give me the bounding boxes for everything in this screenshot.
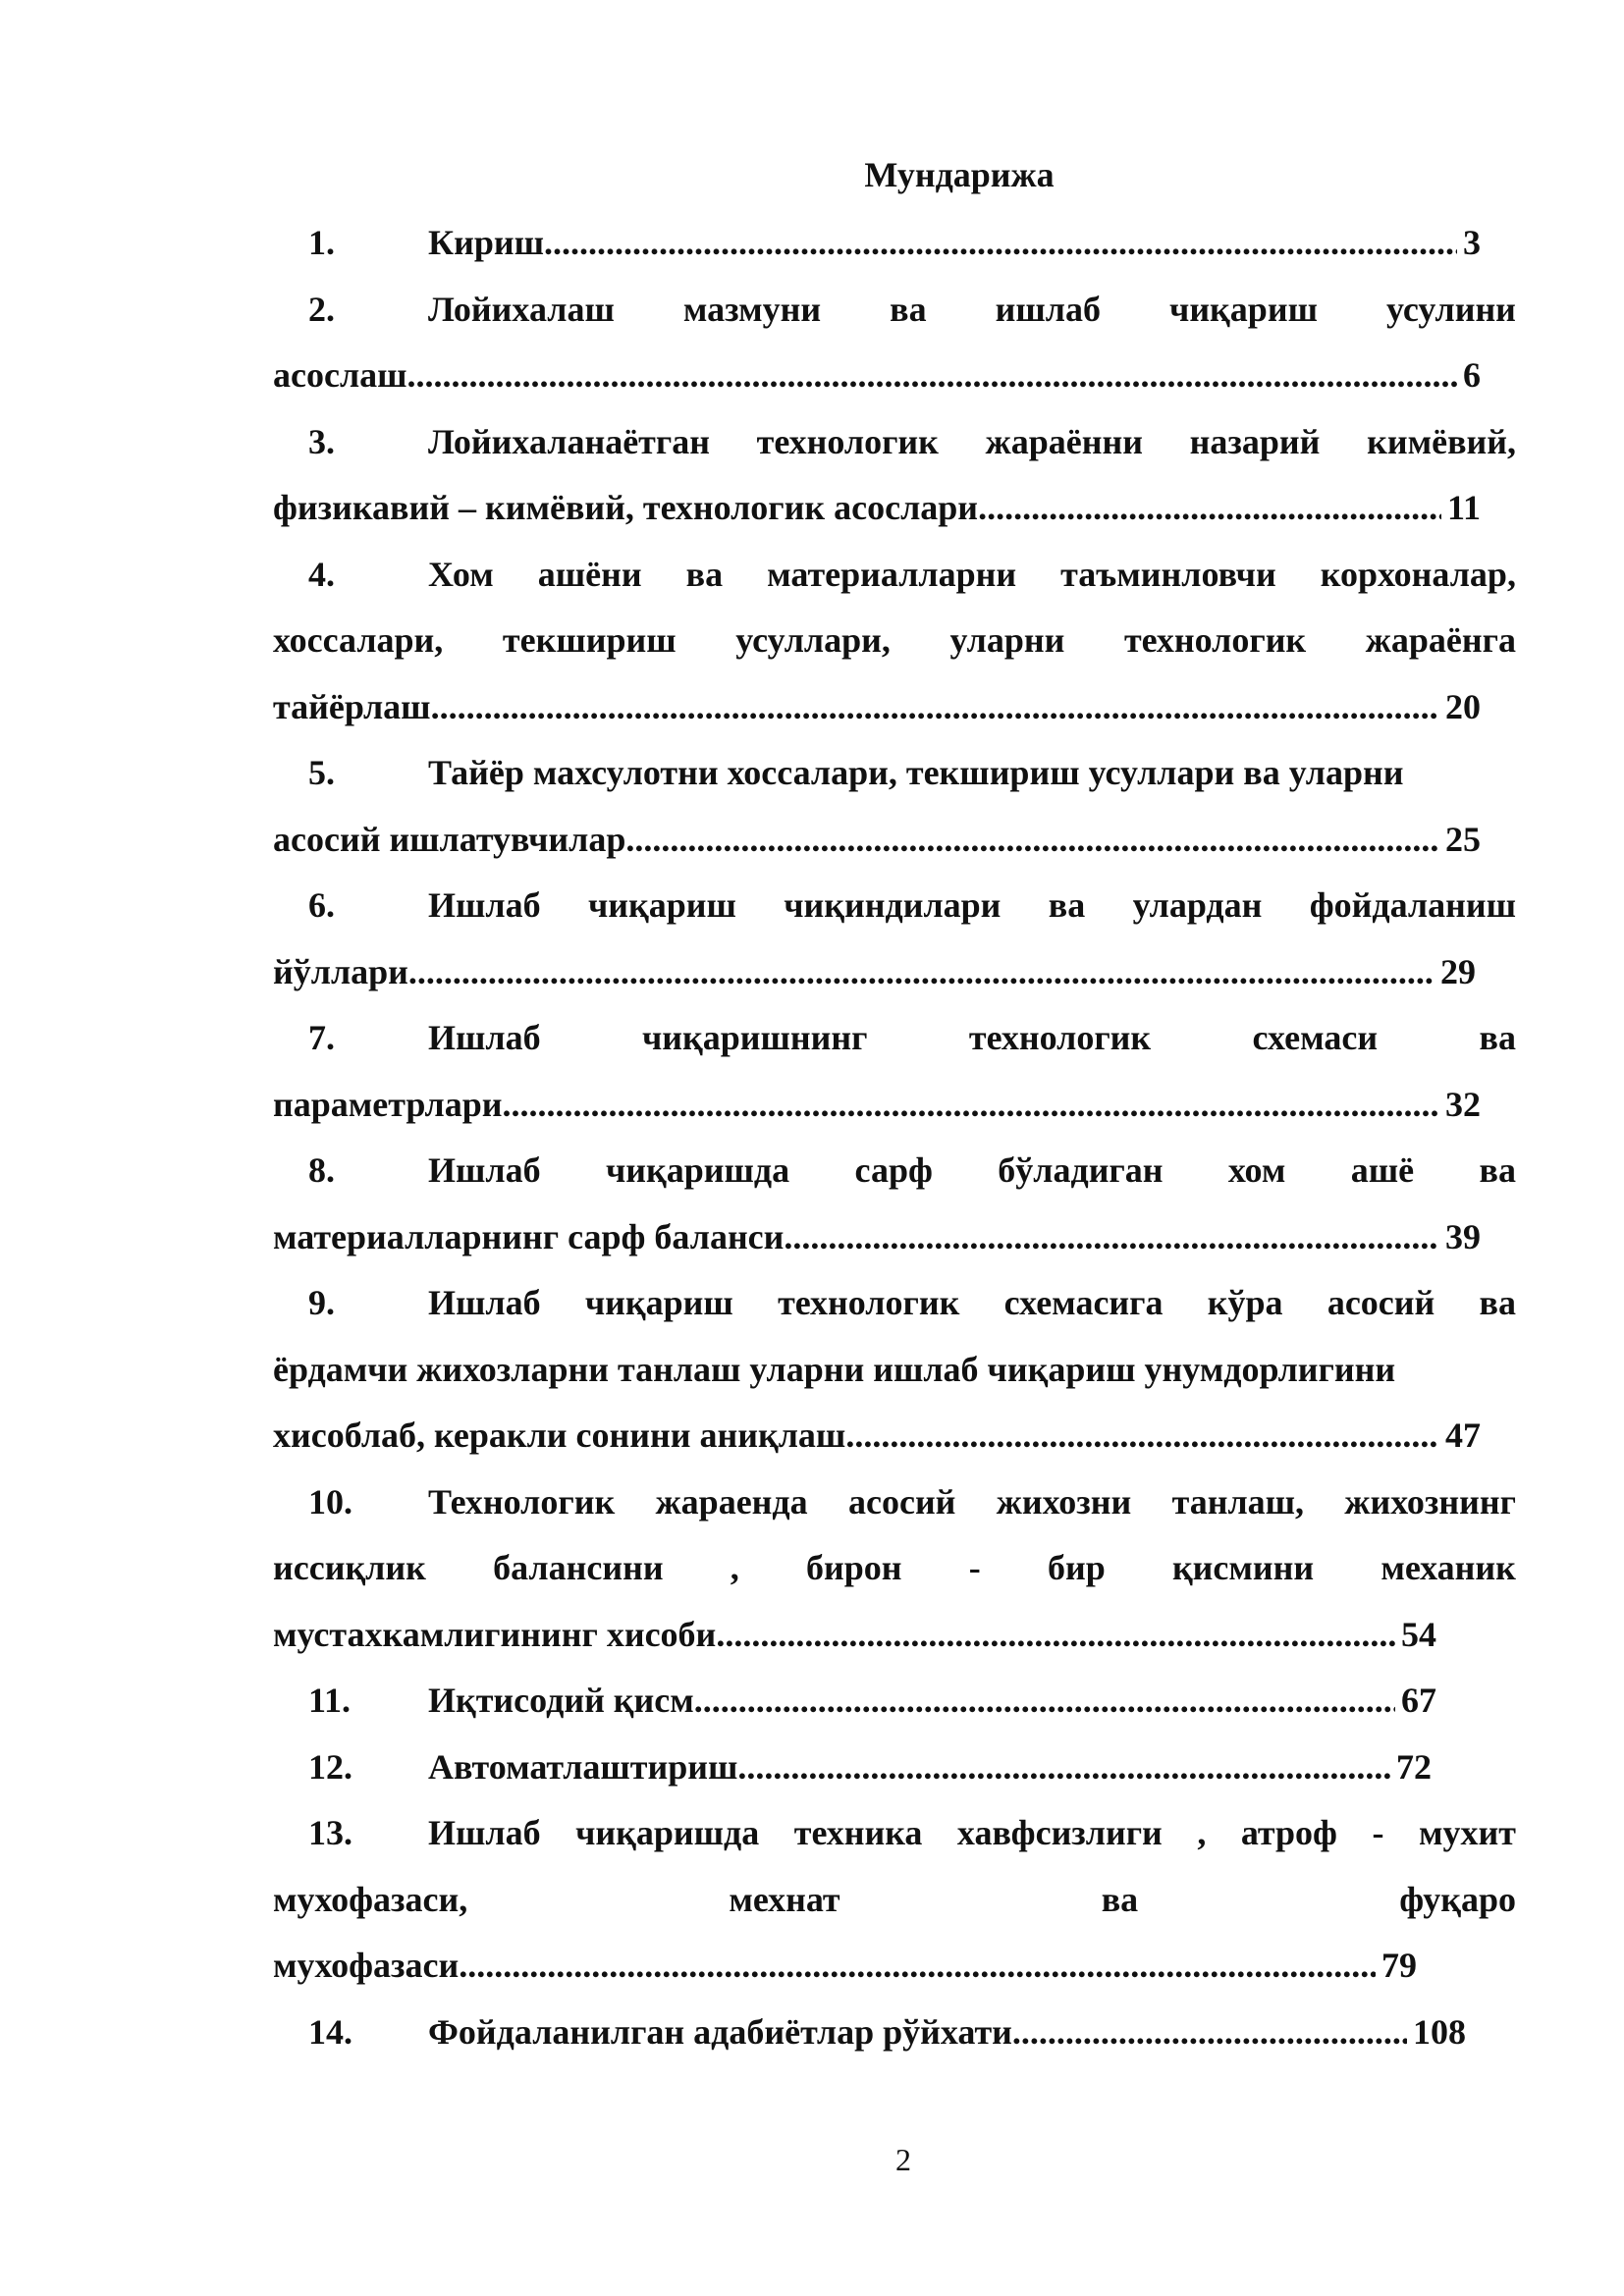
toc-entry-title: асосий ишлатувчилар [273, 819, 626, 859]
toc-entry-title-line [273, 1469, 1516, 1536]
toc-entry-word: улардан [1132, 885, 1263, 925]
toc-entry-title-line [273, 1005, 1516, 1072]
toc-entry-line [273, 542, 1516, 609]
toc-entry-page: 11 [1446, 488, 1481, 527]
toc-entry-line [273, 674, 1516, 741]
toc-entry-leader-line [273, 1668, 1436, 1735]
toc-entry-word: - [968, 1548, 981, 1587]
toc-entry-page: 32 [1445, 1084, 1481, 1124]
toc-entry-word: ва [1048, 885, 1086, 925]
toc-entry-word: бўладиган [998, 1150, 1164, 1190]
table-of-contents [273, 210, 1516, 2065]
toc-entry-title: материалларнинг сарф баланси [273, 1216, 785, 1256]
toc-entry-number: 1. [308, 223, 335, 262]
toc-entry-leader-line [273, 343, 1481, 409]
toc-entry-leader-line [273, 807, 1481, 874]
toc-entry-word: ишлаб [995, 289, 1101, 329]
toc-entry-word: технологик [968, 1018, 1152, 1057]
toc-leader-dots [408, 939, 1435, 1006]
toc-entry-title-line [273, 1867, 1516, 1934]
toc-entry [273, 873, 1516, 1005]
toc-entry-line [273, 277, 1516, 344]
toc-entry-title-line [273, 1337, 1516, 1404]
toc-entry-word: Ишлаб [428, 1150, 541, 1190]
toc-entry-word: жараённи [985, 421, 1143, 461]
toc-entry-word: схемаси [1252, 1018, 1379, 1057]
toc-entry [273, 277, 1516, 409]
toc-entry [273, 1735, 1516, 1801]
toc-entry-word: жихозни [996, 1481, 1132, 1522]
toc-entry-title: йўллари [273, 951, 408, 991]
toc-entry-word: мухофазаси, [273, 1879, 468, 1919]
toc-entry-word: корхоналар, [1320, 554, 1516, 594]
toc-entry-leader-line [273, 674, 1481, 741]
toc-entry-line [273, 1800, 1516, 1867]
toc-entry-line [273, 1204, 1516, 1271]
toc-entry-word: назарий [1189, 421, 1321, 461]
toc-entry-title-line [273, 740, 1516, 807]
toc-entry-word: ва [685, 554, 724, 594]
toc-entry-line [273, 1270, 1516, 1337]
toc-entry-page: 3 [1463, 223, 1481, 262]
toc-entry-word: ва [1101, 1879, 1139, 1919]
toc-entry-leader-line [273, 210, 1481, 277]
toc-entry-page: 39 [1445, 1216, 1481, 1256]
toc-entry-number: 7. [308, 1018, 335, 1057]
toc-entry [273, 1800, 1516, 2000]
toc-entry-title: асослаш [273, 355, 407, 395]
toc-entry-page: 72 [1396, 1746, 1432, 1787]
toc-entry-word: чиқариш [1169, 289, 1318, 329]
toc-entry-line [273, 409, 1516, 476]
toc-entry [273, 2000, 1516, 2066]
toc-entry-line [273, 1735, 1516, 1801]
toc-entry-title-line [273, 1138, 1516, 1204]
toc-entry-title: Фойдаланилган адабиётлар рўйхати [428, 2011, 1012, 2052]
toc-entry-number: 10. [308, 1481, 352, 1522]
toc-entry-title-line [273, 277, 1516, 344]
toc-entry-line [273, 2000, 1516, 2066]
toc-entry-line [273, 740, 1516, 807]
toc-entry-line [273, 1337, 1516, 1404]
toc-entry-title-line [273, 873, 1516, 939]
toc-entry-leader-line [273, 2000, 1466, 2066]
toc-entry-line [273, 1138, 1516, 1204]
toc-entry-word: Хом [428, 554, 494, 594]
toc-entry-word: ёрдамчи жихозларни танлаш уларни ишлаб чиқариш унумдорлигини [273, 1349, 1396, 1389]
toc-entry-word: технологик [1123, 620, 1307, 660]
toc-entry-word: атроф [1240, 1813, 1337, 1852]
toc-entry-line [273, 807, 1516, 874]
toc-entry-page: 79 [1381, 1946, 1417, 1985]
toc-entry-leader-line [273, 1072, 1481, 1139]
toc-entry-leader-line [273, 1602, 1436, 1669]
toc-entry-word: Технологик [428, 1481, 616, 1522]
toc-entry-word: ва [1479, 1283, 1516, 1322]
toc-entry [273, 1668, 1516, 1735]
toc-entry-line [273, 1535, 1516, 1602]
toc-entry [273, 1270, 1516, 1469]
toc-entry-title-line [273, 1535, 1516, 1602]
toc-entry-word: , [1197, 1813, 1207, 1852]
toc-entry [273, 1138, 1516, 1270]
toc-leader-dots [716, 1602, 1395, 1669]
toc-entry-number: 8. [308, 1150, 335, 1190]
toc-entry-word: чиқариш [587, 885, 736, 925]
toc-entry-page: 67 [1401, 1681, 1436, 1720]
toc-entry-word: сарф [854, 1150, 933, 1190]
toc-entry-number: 9. [308, 1283, 335, 1322]
toc-entry-line [273, 873, 1516, 939]
toc-entry-title: Иқтисодий қисм [428, 1681, 694, 1720]
toc-leader-dots [625, 807, 1439, 874]
toc-entry-word: жараёнга [1365, 620, 1516, 660]
toc-entry-number: 13. [308, 1813, 352, 1852]
toc-entry [273, 1005, 1516, 1138]
toc-entry-word: уларни [949, 620, 1065, 660]
toc-entry [273, 210, 1516, 277]
toc-entry-word: Ишлаб [428, 1283, 541, 1322]
toc-entry-page: 54 [1401, 1614, 1436, 1654]
toc-entry-leader-line [273, 1204, 1481, 1271]
toc-entry-title-line [273, 409, 1516, 476]
toc-entry-word: ва [1479, 1018, 1516, 1057]
toc-entry-page: 47 [1445, 1415, 1481, 1455]
toc-entry-title-line [273, 1270, 1516, 1337]
toc-entry-word: техника [793, 1813, 923, 1852]
toc-entry-number: 4. [308, 554, 335, 594]
toc-entry-word: бирон [806, 1548, 902, 1587]
toc-leader-dots [978, 475, 1441, 542]
toc-entry-word: қисмини [1171, 1548, 1315, 1587]
toc-entry-page: 25 [1445, 819, 1481, 859]
toc-entry-leader-line [273, 1933, 1417, 2000]
toc-entry-line [273, 608, 1516, 674]
toc-leader-dots [544, 210, 1457, 277]
toc-leader-dots [694, 1668, 1395, 1735]
toc-leader-dots [737, 1735, 1390, 1801]
toc-entry-word: бир [1047, 1548, 1106, 1587]
toc-entry-page: 6 [1463, 355, 1481, 395]
toc-entry-number: 3. [308, 421, 335, 461]
toc-entry-number: 14. [308, 2011, 352, 2052]
toc-entry-number: 2. [308, 289, 335, 329]
toc-entry [273, 740, 1516, 873]
toc-entry [273, 1469, 1516, 1669]
toc-entry-line [273, 1668, 1516, 1735]
toc-entry-title-line [273, 608, 1516, 674]
toc-entry-word: хом [1227, 1150, 1286, 1190]
toc-entry-word: иссиқлик [273, 1548, 426, 1587]
toc-entry-word: , [730, 1548, 739, 1587]
page-title: Мундарижа [864, 155, 1055, 194]
toc-entry-number: 6. [308, 885, 335, 925]
toc-entry-line [273, 939, 1516, 1006]
page-number: 2 [895, 2142, 911, 2177]
toc-entry-title: Автоматлаштириш [428, 1746, 738, 1787]
toc-leader-dots [502, 1072, 1439, 1139]
toc-entry-page: 29 [1440, 951, 1476, 991]
toc-entry-title: тайёрлаш [273, 686, 431, 726]
toc-entry-word: Ишлаб [428, 1813, 541, 1852]
toc-entry-title-line [273, 542, 1516, 609]
toc-entry-word: хавфсизлиги [956, 1813, 1163, 1852]
toc-entry-word: мазмуни [682, 289, 822, 329]
toc-entry-word: усулини [1386, 289, 1516, 329]
toc-entry-word: Тайёр махсулотни хоссалари, текшириш усуллари ва уларни [428, 753, 1404, 792]
toc-entry-line [273, 1005, 1516, 1072]
toc-entry-leader-line [273, 475, 1481, 542]
toc-entry-word: чиқиндилари [784, 885, 1001, 925]
toc-entry-number: 12. [308, 1746, 352, 1787]
toc-entry-word: ашё [1350, 1150, 1415, 1190]
toc-leader-dots [407, 343, 1457, 409]
toc-entry-page: 108 [1413, 2011, 1466, 2052]
toc-entry-word: Ишлаб [428, 1018, 541, 1057]
toc-entry-number: 5. [308, 753, 335, 792]
toc-entry-word: Ишлаб [428, 885, 541, 925]
toc-entry-title: хисоблаб, керакли сонини аниқлаш [273, 1415, 846, 1455]
toc-entry-word: жараенда [655, 1481, 808, 1522]
toc-entry-line [273, 1072, 1516, 1139]
toc-entry-word: - [1372, 1813, 1384, 1852]
toc-entry-word: Лойихалаш [428, 289, 615, 329]
toc-entry-leader-line [273, 939, 1476, 1006]
toc-leader-dots [1012, 2000, 1407, 2066]
toc-entry-word: мехнат [729, 1879, 840, 1919]
toc-entry-line [273, 475, 1516, 542]
toc-entry-word: чиқаришда [575, 1813, 760, 1852]
toc-leader-dots [784, 1204, 1439, 1271]
toc-entry-word: технологик [778, 1283, 960, 1322]
toc-entry-word: асосий [1326, 1283, 1435, 1322]
toc-entry-word: схемасига [1003, 1283, 1164, 1322]
toc-entry-word: жихознинг [1344, 1481, 1516, 1522]
toc-entry-line [273, 1602, 1516, 1669]
toc-entry-word: чиқаришнинг [641, 1018, 868, 1057]
toc-entry-word: ашёни [537, 554, 642, 594]
toc-entry-word: текшириш [502, 620, 677, 660]
toc-entry-title-line [273, 1800, 1516, 1867]
toc-entry-title: Кириш [428, 223, 545, 262]
toc-entry-word: кимёвий, [1367, 421, 1516, 461]
toc-entry [273, 409, 1516, 542]
toc-entry-word: усуллари, [735, 620, 891, 660]
toc-entry-word: ва [1479, 1150, 1516, 1190]
toc-entry-word: чиқариш [584, 1283, 733, 1322]
toc-entry-word: таъминловчи [1060, 554, 1276, 594]
toc-entry-word: механик [1380, 1548, 1516, 1587]
toc-entry-title: параметрлари [273, 1084, 503, 1124]
toc-entry-word: материалларни [767, 554, 1017, 594]
toc-leader-dots [845, 1403, 1439, 1469]
toc-entry-line [273, 343, 1516, 409]
toc-entry-line [273, 1403, 1516, 1469]
toc-entry-word: Лойихаланаётган [428, 421, 710, 461]
toc-entry-word: фуқаро [1399, 1879, 1516, 1919]
toc-entry-number: 11. [308, 1681, 352, 1720]
toc-entry-word: танлаш, [1171, 1481, 1305, 1522]
toc-entry-leader-line [273, 1735, 1432, 1801]
toc-entry-word: асосий [847, 1481, 956, 1522]
toc-entry [273, 542, 1516, 741]
toc-entry-word: балансини [493, 1548, 664, 1587]
toc-entry-word: хоссалари, [273, 620, 444, 660]
toc-entry-title: мустахкамлигининг хисоби [273, 1614, 717, 1654]
toc-leader-dots [431, 674, 1439, 741]
toc-entry-title: мухофазаси [273, 1946, 460, 1985]
toc-entry-page: 20 [1445, 686, 1481, 726]
toc-entry-word: фойдаланиш [1309, 885, 1516, 925]
toc-entry-line [273, 1469, 1516, 1536]
toc-leader-dots [459, 1933, 1376, 2000]
toc-entry-line [273, 1933, 1516, 2000]
toc-entry-title: физикавий – кимёвий, технологик асослари [273, 488, 979, 527]
toc-entry-word: кўра [1207, 1283, 1283, 1322]
toc-entry-word: технологик [756, 421, 939, 461]
toc-entry-word: ва [890, 289, 927, 329]
toc-entry-word: мухит [1419, 1813, 1516, 1852]
toc-entry-line [273, 1867, 1516, 1934]
toc-entry-leader-line [273, 1403, 1481, 1469]
toc-entry-line [273, 210, 1516, 277]
toc-entry-word: чиқаришда [605, 1150, 790, 1190]
